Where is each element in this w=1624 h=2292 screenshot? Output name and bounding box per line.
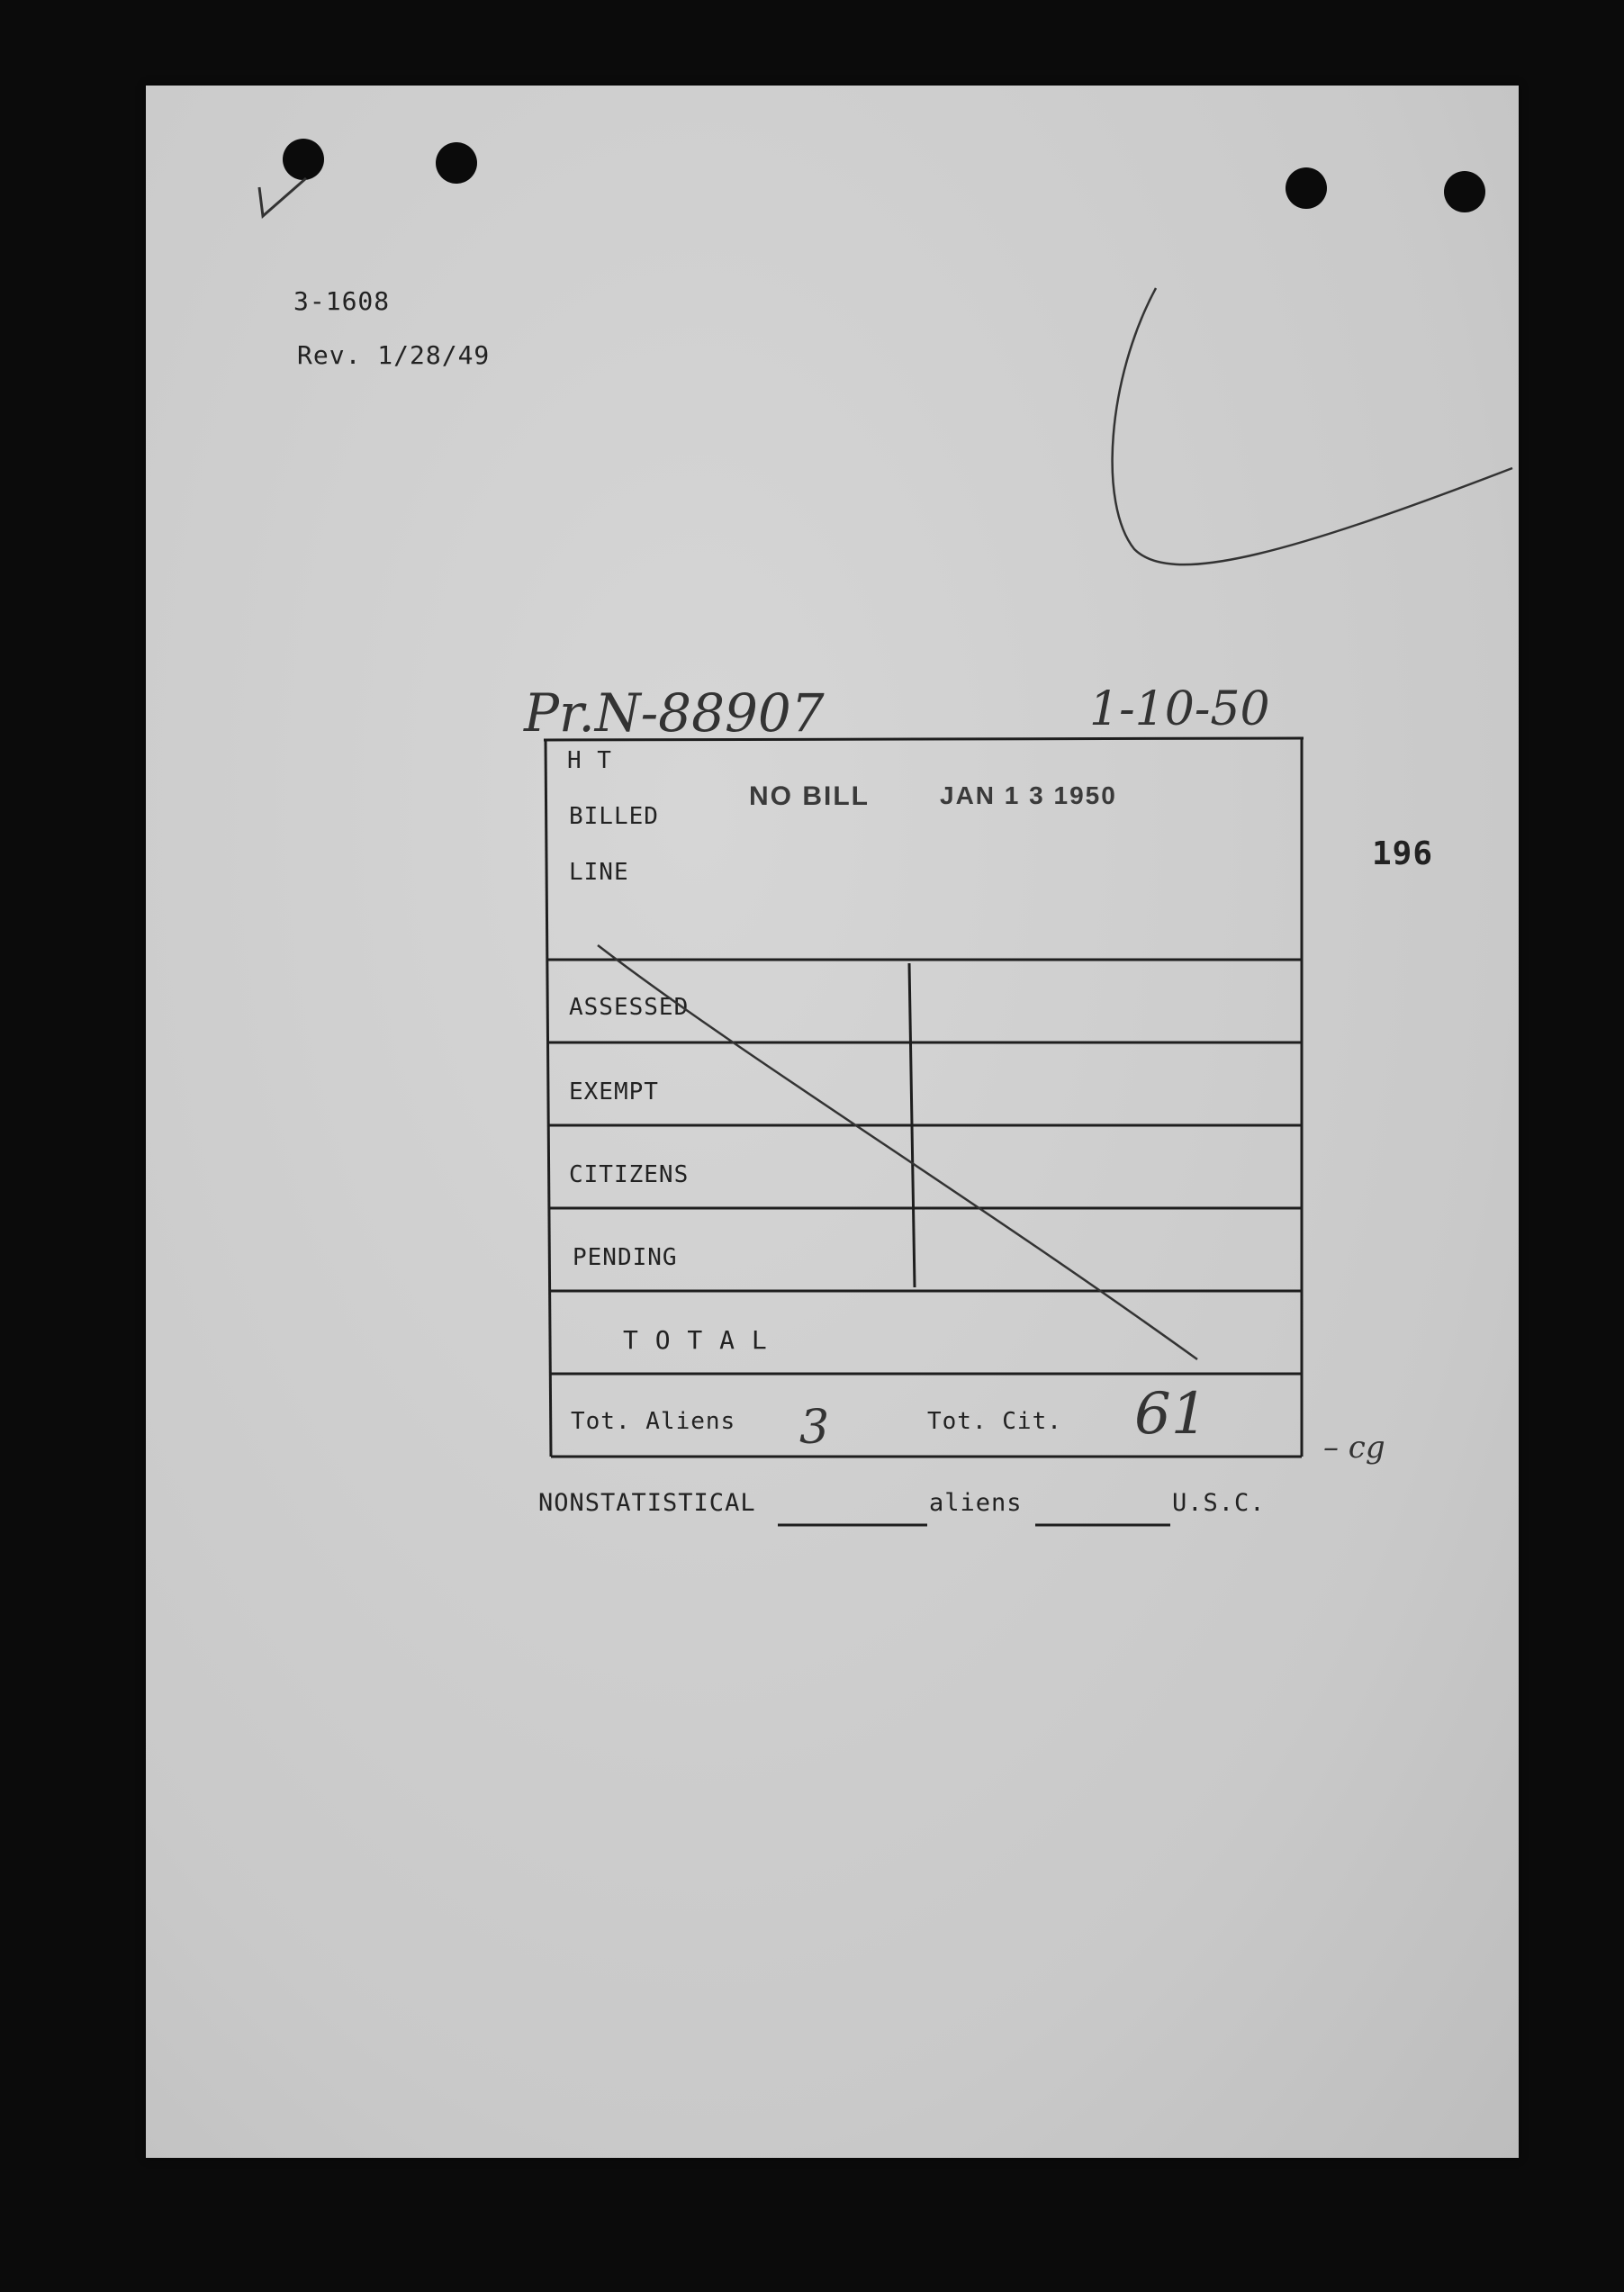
no-bill-stamp: NO BILL <box>749 781 870 811</box>
handwritten-file-number: Pr.N-88907 <box>524 682 825 744</box>
punch-hole <box>1444 171 1485 212</box>
tot-cit-value: 61 <box>1134 1381 1208 1448</box>
row-label-total: T O T A L <box>623 1325 768 1355</box>
row-label-exempt: EXEMPT <box>569 1078 659 1105</box>
page-number: 196 <box>1372 835 1434 872</box>
usc-label: U.S.C. <box>1172 1489 1266 1517</box>
row-label-assessed: ASSESSED <box>569 994 690 1021</box>
tot-aliens-value: 3 <box>799 1401 830 1455</box>
side-initials: – cg <box>1323 1430 1385 1466</box>
punch-hole <box>1286 167 1327 209</box>
punch-hole <box>283 139 324 180</box>
nonstatistical-label: NONSTATISTICAL <box>538 1489 756 1517</box>
tot-cit-label: Tot. Cit. <box>927 1408 1062 1435</box>
punch-hole <box>436 142 477 184</box>
aliens-label: aliens <box>929 1489 1023 1517</box>
tot-aliens-label: Tot. Aliens <box>571 1408 736 1435</box>
row-label-pending: PENDING <box>573 1244 678 1271</box>
row-label-line: LINE <box>569 859 629 886</box>
handwritten-date: 1-10-50 <box>1089 682 1270 736</box>
row-label-billed: BILLED <box>569 803 659 830</box>
form-number: 3-1608 <box>293 286 391 316</box>
document-page <box>146 86 1519 2158</box>
form-revision: Rev. 1/28/49 <box>297 340 491 370</box>
date-stamp: JAN 1 3 1950 <box>940 781 1117 809</box>
row-label-citizens: CITIZENS <box>569 1161 690 1188</box>
row-label-ht: H T <box>567 747 612 774</box>
